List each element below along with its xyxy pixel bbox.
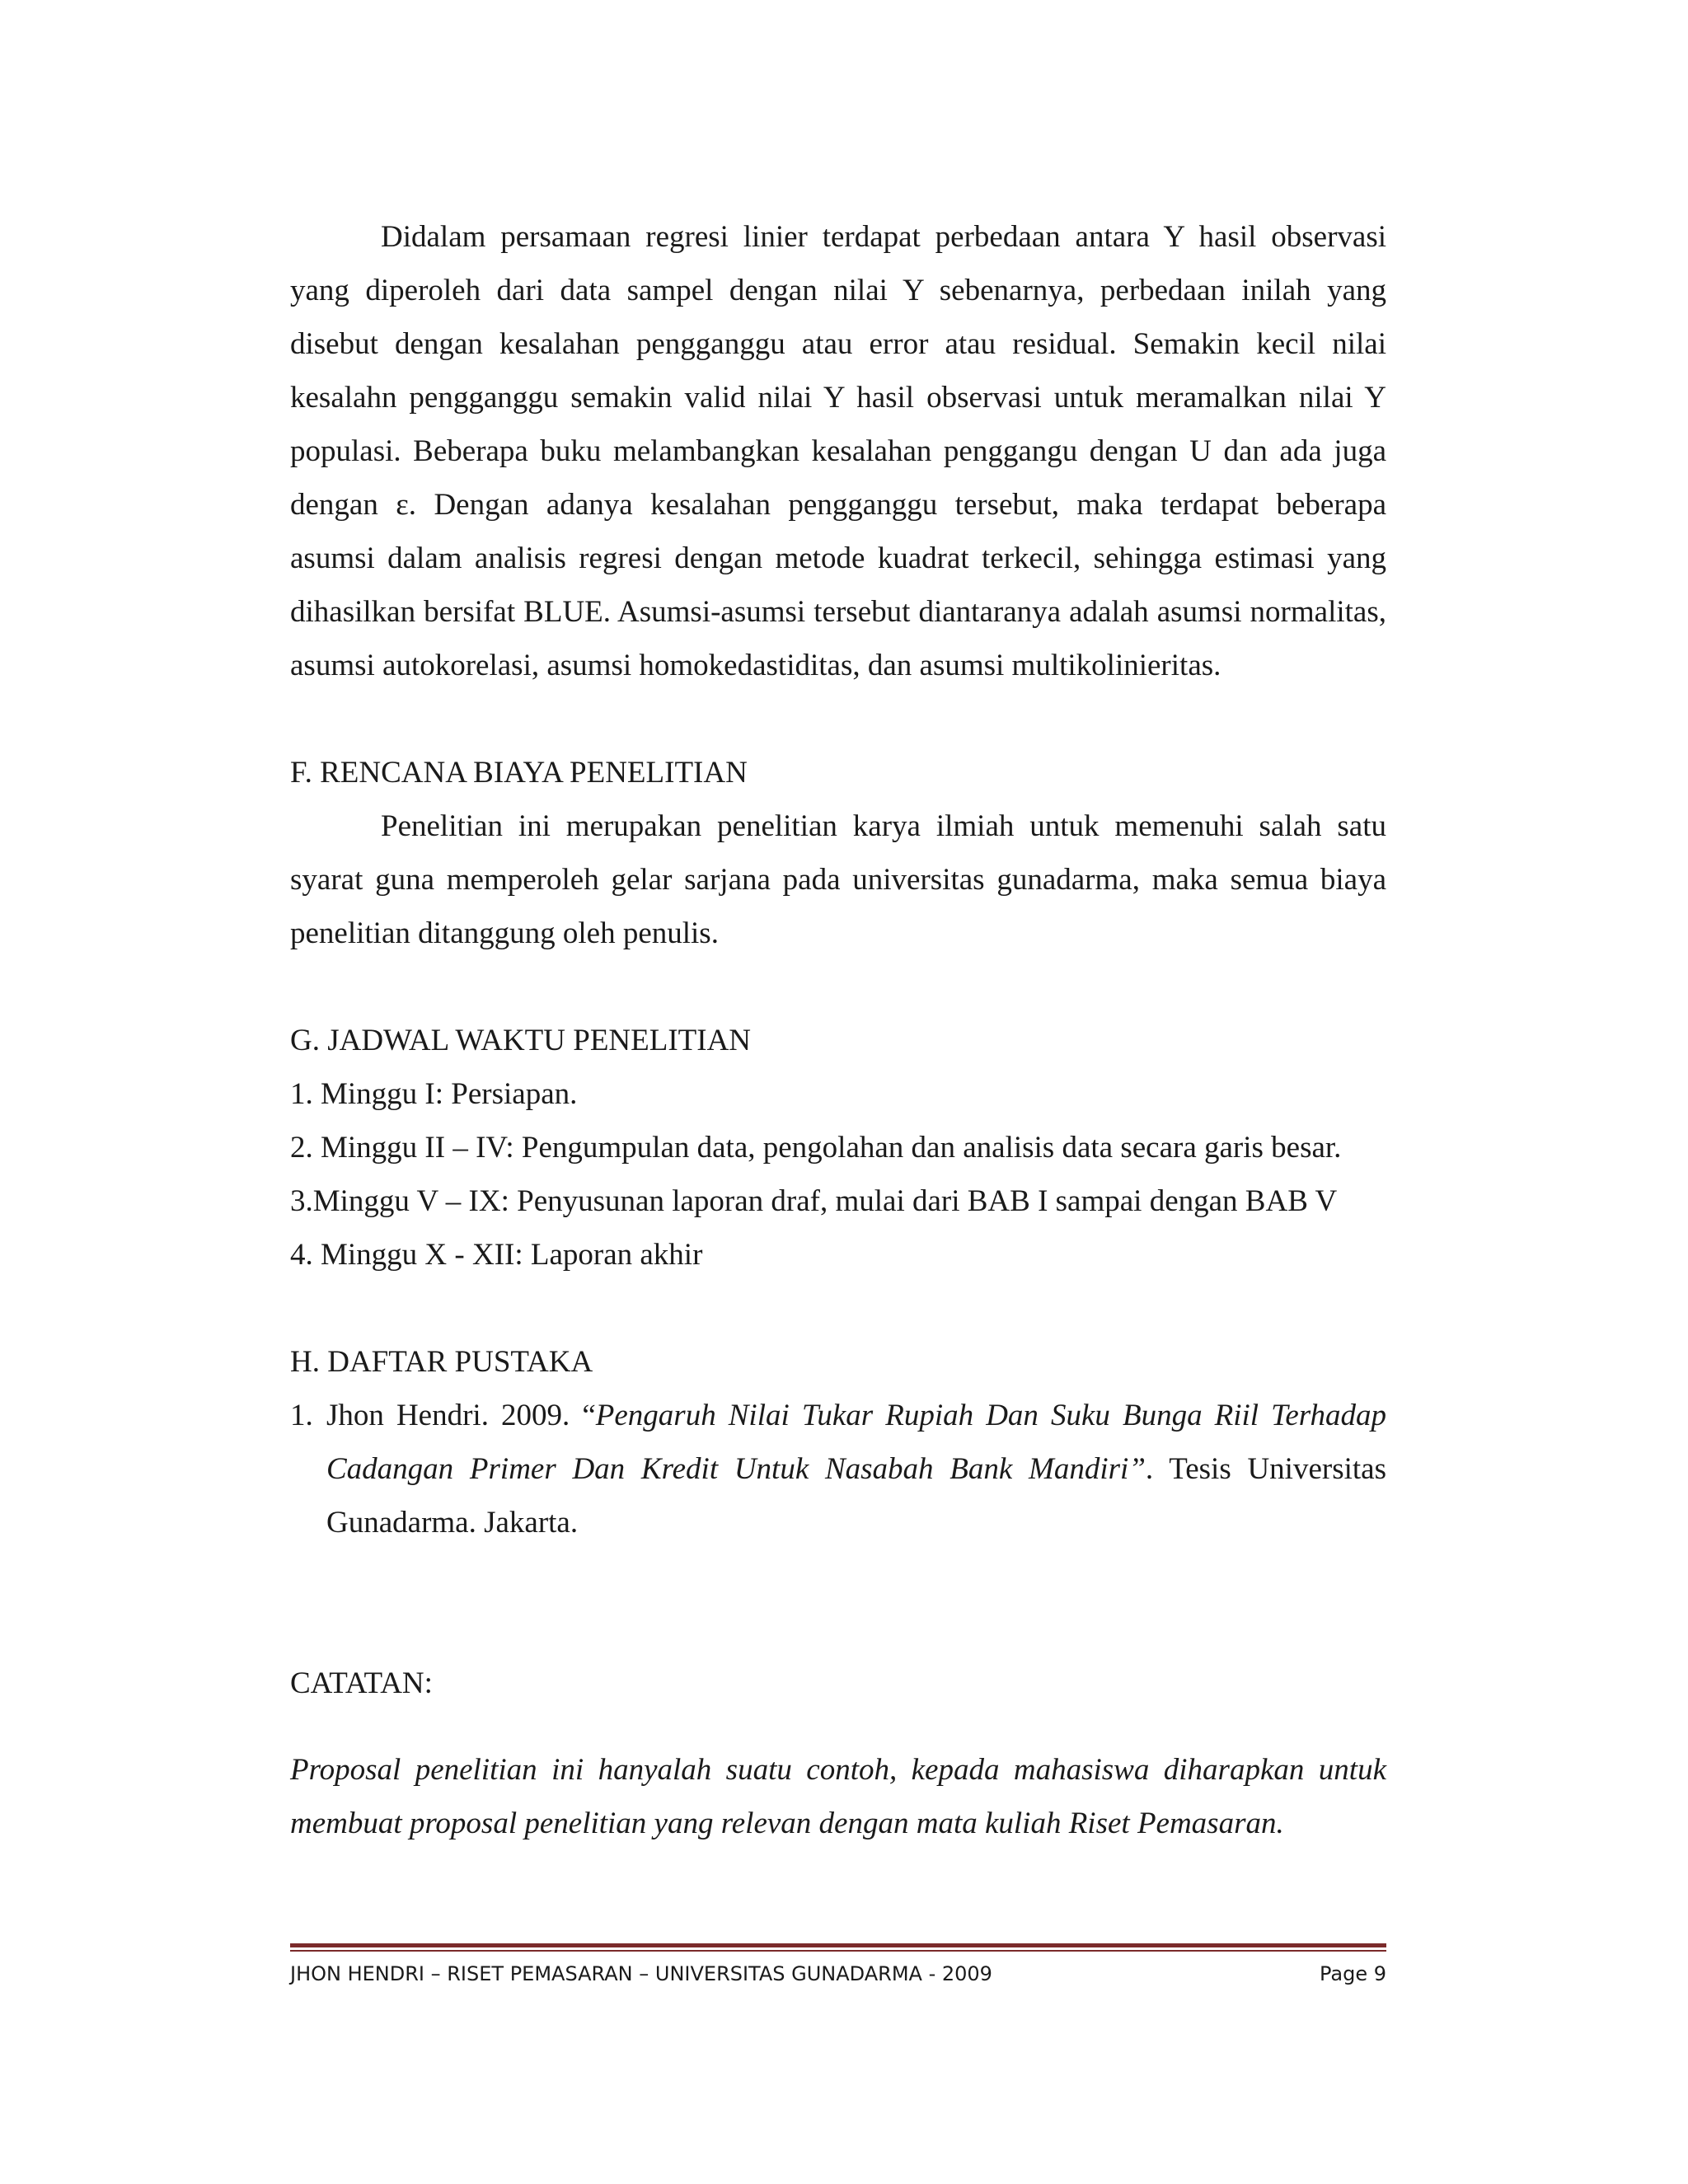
spacer bbox=[290, 1710, 1386, 1743]
page-number: Page 9 bbox=[1320, 1962, 1386, 1985]
reference-number: 1. bbox=[290, 1399, 313, 1432]
spacer bbox=[290, 692, 1386, 746]
schedule-item-3: 3.Minggu V – IX: Penyusunan laporan draf, mulai dari BAB I sampai dengan BAB V bbox=[290, 1184, 1338, 1218]
section-f-body: Penelitian ini merupakan penelitian karya ilmiah untuk memenuhi salah satu syarat guna memperoleh gelar sarjana pada universitas gunadarma, maka semua biaya penelitian ditanggung oleh penulis. bbox=[290, 809, 1386, 950]
footer-rule-thick bbox=[290, 1943, 1386, 1947]
section-h-heading: H. DAFTAR PUSTAKA bbox=[290, 1345, 593, 1379]
reference-item bbox=[290, 1389, 1386, 1549]
schedule-item-4: 4. Minggu X - XII: Laporan akhir bbox=[290, 1238, 703, 1272]
page-content bbox=[290, 210, 1386, 1850]
reference-publisher: . Tesis Universitas Gunadarma. Jakarta. bbox=[326, 1452, 1386, 1540]
footer-rule bbox=[290, 1943, 1386, 1952]
reference-author-year: Jhon Hendri. 2009. “ bbox=[326, 1399, 596, 1432]
footer-left-text: JHON HENDRI – RISET PEMASARAN – UNIVERSITAS GUNADARMA - 2009 bbox=[290, 1962, 992, 1985]
intro-paragraph: Didalam persamaan regresi linier terdapat perbedaan antara Y hasil observasi yang diperoleh dari data sampel dengan nilai Y sebenarnya, perbedaan inilah yang disebut dengan kesalahan pengganggu atau error atau residual. Semakin kecil nilai kesalahn pengganggu semakin valid nilai Y hasil observasi untuk meramalkan nilai Y populasi. Beberapa buku melambangkan kesalahan penggangu dengan U dan ada juga dengan ε. Dengan adanya kesalahan pengganggu tersebut, maka terdapat beberapa asumsi dalam analisis regresi dengan metode kuadrat terkecil, sehingga estimasi yang dihasilkan bersifat BLUE. Asumsi-asumsi tersebut diantaranya adalah asumsi normalitas, asumsi autokorelasi, asumsi homokedastiditas, dan asumsi multikolinieritas. bbox=[290, 220, 1386, 682]
reference-title: Pengaruh Nilai Tukar Rupiah Dan Suku Bunga Riil Terhadap Cadangan Primer Dan Kredit Untuk Nasabah Bank Mandiri” bbox=[326, 1399, 1386, 1486]
section-g-heading: G. JADWAL WAKTU PENELITIAN bbox=[290, 1024, 752, 1057]
page-footer bbox=[290, 1960, 1386, 1988]
schedule-item-2: 2. Minggu II – IV: Pengumpulan data, pengolahan dan analisis data secara garis besar. bbox=[290, 1131, 1342, 1165]
note-heading: CATATAN: bbox=[290, 1666, 433, 1700]
reference-text bbox=[326, 1389, 1386, 1549]
schedule-item-1: 1. Minggu I: Persiapan. bbox=[290, 1077, 578, 1111]
section-f-heading: F. RENCANA BIAYA PENELITIAN bbox=[290, 756, 748, 790]
footer-rule-thin bbox=[290, 1950, 1386, 1952]
spacer bbox=[290, 1549, 1386, 1657]
spacer bbox=[290, 960, 1386, 1014]
spacer bbox=[290, 1282, 1386, 1335]
note-body: Proposal penelitian ini hanyalah suatu contoh, kepada mahasiswa diharapkan untuk membuat proposal penelitian yang relevan dengan mata kuliah Riset Pemasaran. bbox=[290, 1753, 1386, 1840]
